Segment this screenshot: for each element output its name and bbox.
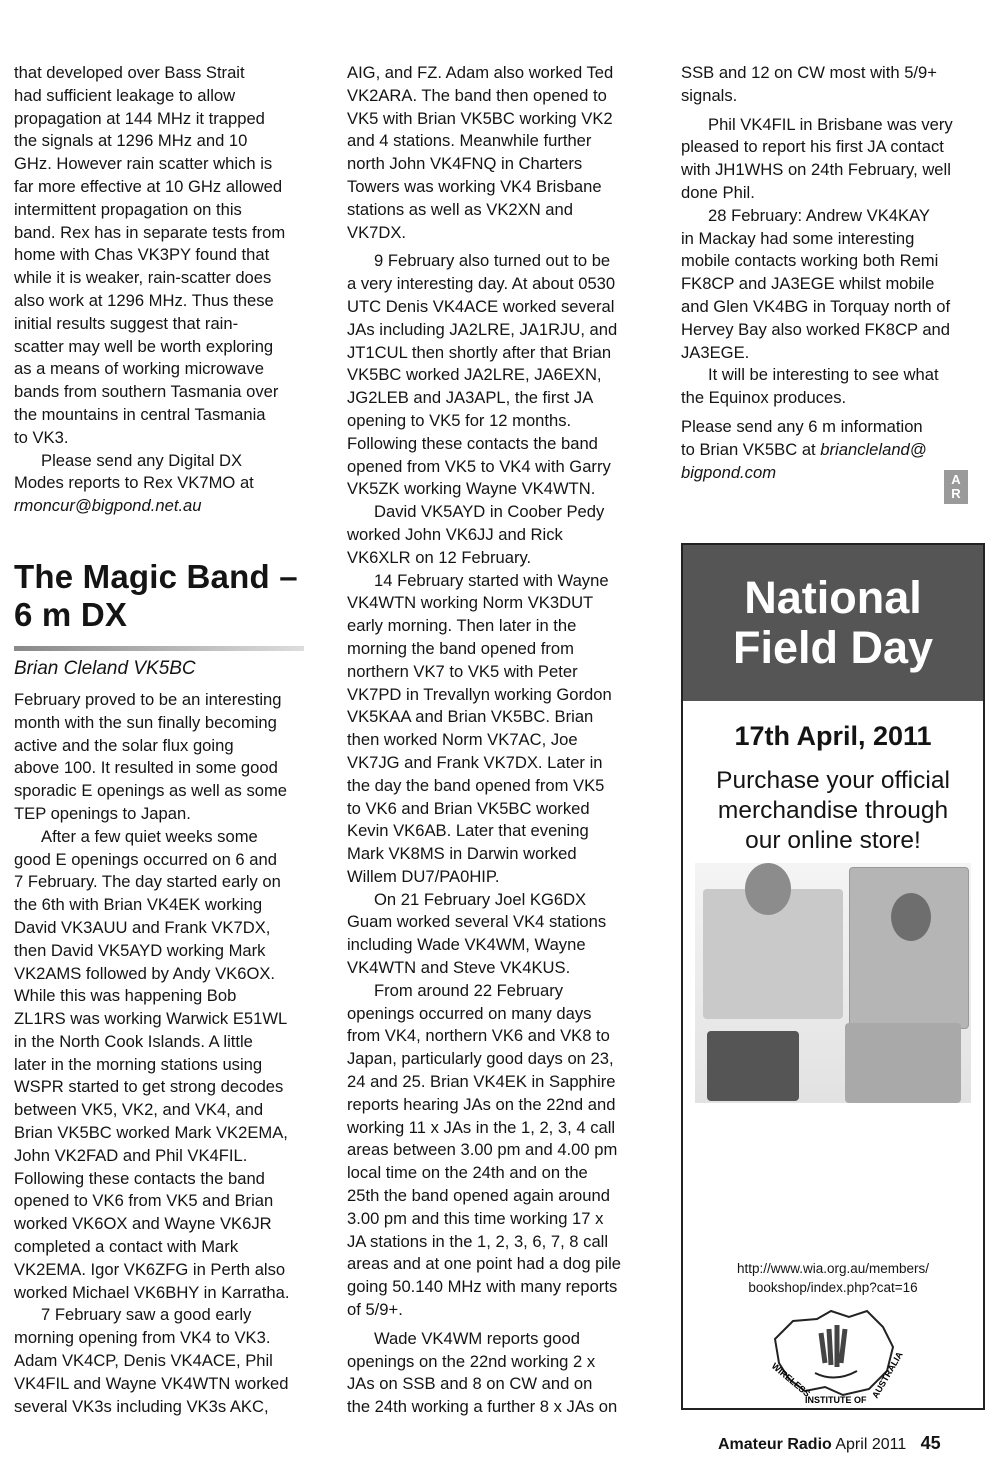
paragraph: It will be interesting to see what the Equinox produces.: [681, 365, 939, 408]
page-footer: [718, 1433, 941, 1454]
paragraph: On 21 February Joel KG6DX Guam worked several VK4 stations including Wade VK4WM, Wayne VK4WTN and Steve VK4KUS.: [347, 889, 607, 978]
author-byline: Brian Cleland VK5BC: [14, 657, 196, 679]
ad-banner: National Field Day: [683, 545, 983, 701]
emblem-text: INSTITUTE OF: [805, 1395, 867, 1405]
column-2: [347, 62, 649, 1419]
hoodie-head-image: [745, 863, 791, 915]
paragraph: February proved to be an interesting month with the sun finally becoming active and the solar flux going above 100. It resulted in some good sporadic E openings as well as some TEP openings to Japan.: [14, 689, 288, 823]
column-1: [14, 62, 312, 1418]
email-link[interactable]: rmoncur@bigpond.net.au: [14, 496, 202, 516]
email-link[interactable]: briancleland@ bigpond.com: [681, 439, 927, 482]
title-divider: [14, 646, 304, 651]
paragraph: 14 February started with Wayne VK4WTN working Norm VK3DUT early morning. Then later in the morning the band opened from northern VK7 to VK5 with Peter VK7PD in Trevallyn working Gordon VK5KAA and Brian VK5BC. Brian then worked Norm VK7AC, Joe VK7JG and Frank VK7DX. Later in the day the band opened from VK5 to VK6 and Brian VK5BC worked Kevin VK6AB. Later that evening Mark VK8MS in Darwin worked Willem DU7/PA0HIP.: [347, 570, 612, 886]
paragraph: Wade VK4WM reports good openings on the 22nd working 2 x JAs on SSB and 8 on CW and on the 24th working a further 8 x JAs on: [347, 1328, 618, 1417]
promo-text: Purchase your official merchandise through our online store!: [716, 767, 950, 854]
merchandise-photo: [695, 863, 971, 1103]
article-title: The Magic Band – 6 m DX: [14, 557, 298, 633]
paragraph: 9 February also turned out to be a very interesting day. At about 0530 UTC Denis VK4ACE worked several JAs including JA2LRE, JA1RJU, and JT1CUL then shortly after that Brian VK5BC worked JA2LRE, JA6EXN, JG2LEB and JA3APL, the first JA opening to VK5 for 12 months. Following these contacts the band opened from VK5 to VK4 with Garry VK5ZK working Wayne VK4WTN.: [347, 251, 618, 499]
centenary-poster-image: [707, 1031, 799, 1101]
emblem-text: AUSTRALIA: [870, 1349, 905, 1400]
paragraph: From around 22 February openings occurred on many days from VK4, northern VK6 and VK8 to Japan, particularly good days on 23, 24 and 25. Brian VK4EK in Sapphire reports hearing JAs on the 22nd and working 11 x JAs in the 1, 2, 3, 4 call areas between 3.00 pm and 4.00 pm local time on the 24th and on the 25th the band opened again around 3.00 pm and this time working 17 x JA stations in the 1, 2, 3, 6, 7, 8 call areas and at one point had a dog pile going 50.140 MHz with many reports of 5/9+.: [347, 980, 622, 1320]
ar-logo-letter: A: [951, 472, 961, 487]
paragraph: After a few quiet weeks some good E openings occurred on 6 and 7 February. The day started early on the 6th with Brian VK4EK working David VK3AUU and Frank VK7DX, then David VK5AYD working Mark VK2AMS followed by Andy VK6OX. While this was happening Bob ZL1RS was working Warwick E51WL in the North Cook Islands. A little later in the morning stations using WSPR started to get strong decodes between VK5, VK2, and VK4, and Brian VK5BC worked Mark VK2EMA, John VK2FAD and Phil VK4FIL. Following these contacts the band opened to VK6 from VK5 and Brian worked VK6OX and Wayne VK6JR completed a contact with Mark VK2EMA. Igor VK6ZFG in Perth also worked Michael VK6BHY in Karratha.: [14, 826, 290, 1302]
paragraph: [681, 416, 981, 484]
paragraph: David VK5AYD in Coober Pedy worked John VK6JJ and Rick VK6XLR on 12 February.: [347, 502, 605, 567]
paragraph: that developed over Bass Strait had sufficient leakage to allow propagation at 144 MHz it trapped the signals at 1296 MHz and 10 GHz. However rain scatter which is far more effective at 10 GHz allowed intermittent propagation on this band. Rex has in separate tests from home with Chas VK3PY found that while it is weaker, rain-scatter does also work at 1296 MHz. Thus these initial results suggest that rain- scatter may well be worth exploring as a means of working microwave bands from southern Tasmania over the mountains in central Tasmania to VK3.: [14, 63, 286, 447]
emblem-text: WIRELESS: [769, 1360, 813, 1399]
calling-cq-poster-image: [849, 867, 969, 1029]
issue-date: April 2011: [835, 1436, 907, 1453]
paragraph: Please send any Digital DX Modes reports to Rex VK7MO at: [14, 450, 254, 493]
magazine-name: Amateur Radio: [718, 1436, 832, 1453]
event-date: 17th April, 2011: [734, 721, 932, 751]
bookshop-url[interactable]: http://www.wia.org.au/members/ bookshop/index.php?cat=16: [736, 1261, 930, 1295]
national-field-day-advert: [681, 543, 985, 1410]
paragraph: SSB and 12 on CW most with 5/9+ signals.: [681, 63, 937, 105]
poster-face-image: [891, 893, 931, 941]
ar-logo-letter: R: [951, 486, 961, 501]
paragraph: AIG, and FZ. Adam also worked Ted VK2ARA. The band then opened to VK5 with Brian VK5BC working VK2 and 4 stations. Meanwhile further north John VK4FNQ in Charters Towers was working VK4 Brisbane stations as well as VK2XN and VK7DX.: [347, 63, 614, 242]
polo-shirt-image: [845, 1023, 961, 1103]
page-number: 45: [920, 1433, 941, 1453]
column-3: [681, 62, 981, 484]
paragraph: Phil VK4FIL in Brisbane was very pleased to report his first JA contact with JH1WHS on 24th February, well done Phil.: [681, 114, 953, 202]
contact-text: Please send any 6 m information to Brian VK5BC at: [681, 416, 923, 459]
paragraph: 28 February: Andrew VK4KAY in Mackay had some interesting mobile contacts working both Remi FK8CP and JA3EGE whilst mobile and Glen VK4BG in Torquay north of Hervey Bay also worked FK8CP and JA3EGE.: [681, 205, 951, 362]
wia-emblem-icon: [765, 1305, 905, 1405]
ar-logo-icon: [944, 470, 968, 504]
paragraph: 7 February saw a good early morning opening from VK4 to VK3. Adam VK4CP, Denis VK4ACE, Phil VK4FIL and Wayne VK4WTN worked several VK3s including VK3s AKC,: [14, 1305, 289, 1416]
